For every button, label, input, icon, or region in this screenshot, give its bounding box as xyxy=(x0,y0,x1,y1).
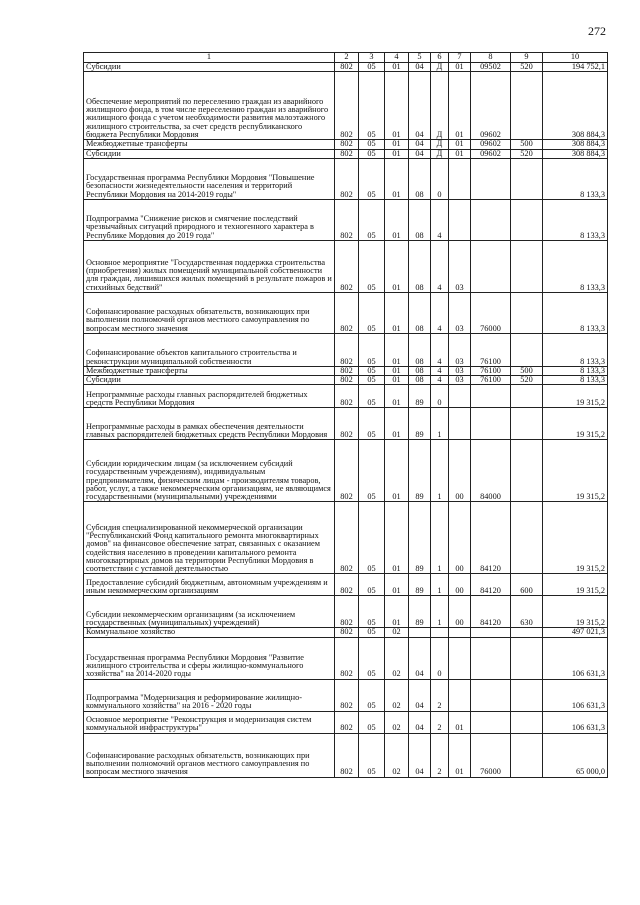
code-section: 05 xyxy=(359,199,385,240)
code-program xyxy=(409,628,431,637)
code-ministry: 802 xyxy=(335,637,359,679)
code-ministry: 802 xyxy=(335,366,359,375)
table-row xyxy=(84,158,608,199)
amount: 8 133,3 xyxy=(543,376,608,385)
table-row xyxy=(84,502,608,574)
code-subprogram: 4 xyxy=(431,292,449,333)
table-row xyxy=(84,292,608,333)
table-row xyxy=(84,72,608,140)
code-direction xyxy=(471,637,511,679)
code-subprogram: 4 xyxy=(431,199,449,240)
row-name: Непрограммные расходы главных распорядителей бюджетных средств Республики Мордовия xyxy=(84,385,335,408)
code-subsection: 02 xyxy=(385,679,409,711)
page-number: 272 xyxy=(588,24,606,38)
row-name: Государственная программа Республики Мордовия "Развитие жилищного строительства и сферы жилищно-коммунального хозяйства" на 2014-2020 годы xyxy=(84,637,335,679)
code-program: 89 xyxy=(409,440,431,502)
code-subsection: 01 xyxy=(385,502,409,574)
code-section: 05 xyxy=(359,628,385,637)
code-subsection: 02 xyxy=(385,711,409,733)
code-subprogram: 4 xyxy=(431,376,449,385)
code-event: 01 xyxy=(449,733,471,777)
amount: 308 884,3 xyxy=(543,149,608,158)
code-expense-type: 520 xyxy=(511,376,543,385)
amount: 65 000,0 xyxy=(543,733,608,777)
code-direction: 09502 xyxy=(471,63,511,72)
code-ministry: 802 xyxy=(335,408,359,440)
code-event xyxy=(449,158,471,199)
column-header: 2 xyxy=(335,53,359,63)
amount: 8 133,3 xyxy=(543,292,608,333)
code-section: 05 xyxy=(359,376,385,385)
code-program: 04 xyxy=(409,711,431,733)
code-subsection: 01 xyxy=(385,385,409,408)
code-expense-type xyxy=(511,440,543,502)
code-subprogram: 1 xyxy=(431,596,449,628)
code-direction: 09602 xyxy=(471,140,511,149)
code-direction xyxy=(471,408,511,440)
code-event: 01 xyxy=(449,63,471,72)
row-name: Софинансирование расходных обязательств, возникающих при выполнении полномочий органов местного самоуправления по вопросам местного значения xyxy=(84,292,335,333)
code-ministry: 802 xyxy=(335,628,359,637)
header-row xyxy=(84,53,608,63)
table-row xyxy=(84,408,608,440)
code-expense-type xyxy=(511,292,543,333)
table-row xyxy=(84,63,608,72)
code-expense-type: 520 xyxy=(511,63,543,72)
amount: 106 631,3 xyxy=(543,679,608,711)
code-ministry: 802 xyxy=(335,596,359,628)
code-expense-type xyxy=(511,199,543,240)
code-program: 04 xyxy=(409,63,431,72)
code-ministry: 802 xyxy=(335,574,359,596)
amount: 19 315,2 xyxy=(543,440,608,502)
table-row xyxy=(84,574,608,596)
code-ministry: 802 xyxy=(335,199,359,240)
code-event: 00 xyxy=(449,502,471,574)
code-subprogram: 4 xyxy=(431,366,449,375)
table-row xyxy=(84,149,608,158)
code-program: 04 xyxy=(409,140,431,149)
code-direction: 76000 xyxy=(471,733,511,777)
code-subsection: 01 xyxy=(385,199,409,240)
code-subsection: 01 xyxy=(385,596,409,628)
row-name: Софинансирование объектов капитального строительства и реконструкции муниципальной собственности xyxy=(84,333,335,366)
code-ministry: 802 xyxy=(335,333,359,366)
code-expense-type xyxy=(511,733,543,777)
code-subprogram: Д xyxy=(431,72,449,140)
code-section: 05 xyxy=(359,63,385,72)
code-expense-type xyxy=(511,711,543,733)
code-ministry: 802 xyxy=(335,292,359,333)
code-ministry: 802 xyxy=(335,140,359,149)
code-event: 00 xyxy=(449,596,471,628)
amount: 8 133,3 xyxy=(543,366,608,375)
amount: 8 133,3 xyxy=(543,333,608,366)
column-header: 8 xyxy=(471,53,511,63)
code-section: 05 xyxy=(359,292,385,333)
column-header: 3 xyxy=(359,53,385,63)
code-direction: 84000 xyxy=(471,440,511,502)
code-program: 89 xyxy=(409,596,431,628)
code-subsection: 01 xyxy=(385,574,409,596)
code-section: 05 xyxy=(359,711,385,733)
code-direction xyxy=(471,679,511,711)
amount: 106 631,3 xyxy=(543,637,608,679)
code-section: 05 xyxy=(359,502,385,574)
code-event: 01 xyxy=(449,140,471,149)
code-event: 03 xyxy=(449,292,471,333)
table-row xyxy=(84,596,608,628)
amount: 308 884,3 xyxy=(543,72,608,140)
table-row xyxy=(84,733,608,777)
code-direction: 84120 xyxy=(471,596,511,628)
code-direction: 09602 xyxy=(471,149,511,158)
code-expense-type: 600 xyxy=(511,574,543,596)
code-event xyxy=(449,628,471,637)
row-name: Субсидии xyxy=(84,149,335,158)
row-name: Субсидии юридическим лицам (за исключением субсидий государственным учреждениям), индивидуальным предпринимателям, физическим лицам - производителям товаров, работ, услуг, а также некоммерческим организациям, не являющимся государственными (муниципальными) учреждениями xyxy=(84,440,335,502)
table-row xyxy=(84,628,608,637)
row-name: Непрограммные расходы в рамках обеспечения деятельности главных распорядителей бюджетных средств Республики Мордовия xyxy=(84,408,335,440)
code-ministry: 802 xyxy=(335,63,359,72)
code-program: 89 xyxy=(409,574,431,596)
code-direction xyxy=(471,158,511,199)
code-section: 05 xyxy=(359,72,385,140)
column-header: 6 xyxy=(431,53,449,63)
amount: 19 315,2 xyxy=(543,596,608,628)
row-name: Обеспечение мероприятий по переселению граждан из аварийного жилищного фонда, в том числе переселению граждан из аварийного жилищного фонда с учетом необходимости развития малоэтажного жилищного строительства, за счет средств республиканского бюджета Республики Мордовия xyxy=(84,72,335,140)
code-program: 89 xyxy=(409,408,431,440)
amount: 194 752,1 xyxy=(543,63,608,72)
code-expense-type: 520 xyxy=(511,149,543,158)
code-direction xyxy=(471,628,511,637)
code-subsection: 02 xyxy=(385,637,409,679)
code-program: 08 xyxy=(409,376,431,385)
code-program: 08 xyxy=(409,292,431,333)
code-ministry: 802 xyxy=(335,376,359,385)
code-subsection: 01 xyxy=(385,440,409,502)
code-section: 05 xyxy=(359,158,385,199)
code-subsection: 01 xyxy=(385,240,409,292)
code-program: 08 xyxy=(409,240,431,292)
table-row xyxy=(84,440,608,502)
code-ministry: 802 xyxy=(335,149,359,158)
code-ministry: 802 xyxy=(335,158,359,199)
row-name: Субсидии xyxy=(84,376,335,385)
code-section: 05 xyxy=(359,637,385,679)
table-row xyxy=(84,240,608,292)
code-subsection: 01 xyxy=(385,149,409,158)
amount: 19 315,2 xyxy=(543,574,608,596)
table-row xyxy=(84,333,608,366)
code-direction xyxy=(471,385,511,408)
code-section: 05 xyxy=(359,385,385,408)
code-subsection: 01 xyxy=(385,292,409,333)
code-subprogram: 1 xyxy=(431,408,449,440)
code-program: 08 xyxy=(409,158,431,199)
code-event: 00 xyxy=(449,440,471,502)
row-name: Предоставление субсидий бюджетным, автономным учреждениям и иным некоммерческим организациям xyxy=(84,574,335,596)
code-program: 04 xyxy=(409,679,431,711)
code-subprogram: 1 xyxy=(431,440,449,502)
code-event: 00 xyxy=(449,574,471,596)
code-program: 04 xyxy=(409,72,431,140)
code-event xyxy=(449,408,471,440)
code-program: 89 xyxy=(409,502,431,574)
code-ministry: 802 xyxy=(335,440,359,502)
row-name: Субсидии некоммерческим организациям (за исключением государственных (муниципальных) учреждений) xyxy=(84,596,335,628)
code-ministry: 802 xyxy=(335,385,359,408)
code-subsection: 01 xyxy=(385,72,409,140)
row-name: Государственная программа Республики Мордовия "Повышение безопасности жизнедеятельности населения и территорий Республики Мордовия на 2014-2019 годы" xyxy=(84,158,335,199)
code-section: 05 xyxy=(359,574,385,596)
code-event: 03 xyxy=(449,376,471,385)
code-subsection: 01 xyxy=(385,140,409,149)
code-direction: 84120 xyxy=(471,502,511,574)
code-section: 05 xyxy=(359,366,385,375)
code-event: 01 xyxy=(449,72,471,140)
code-section: 05 xyxy=(359,149,385,158)
code-expense-type xyxy=(511,502,543,574)
code-ministry: 802 xyxy=(335,733,359,777)
code-expense-type xyxy=(511,72,543,140)
code-expense-type xyxy=(511,628,543,637)
row-name: Субсидии xyxy=(84,63,335,72)
code-expense-type xyxy=(511,408,543,440)
code-section: 05 xyxy=(359,679,385,711)
row-name: Коммунальное хозяйство xyxy=(84,628,335,637)
code-expense-type xyxy=(511,679,543,711)
column-header: 9 xyxy=(511,53,543,63)
code-subprogram: 0 xyxy=(431,385,449,408)
row-name: Подпрограмма "Модернизация и реформирование жилищно-коммунального хозяйства" на 2016 - 2020 годы xyxy=(84,679,335,711)
column-header: 1 xyxy=(84,53,335,63)
column-header: 7 xyxy=(449,53,471,63)
code-direction: 76000 xyxy=(471,292,511,333)
row-name: Основное мероприятие "Государственная поддержка строительства (приобретения) жилых помещений муниципальной собственности для граждан, лишившихся жилых помещений в результате пожаров и стихийных бедствий" xyxy=(84,240,335,292)
code-event: 03 xyxy=(449,240,471,292)
code-ministry: 802 xyxy=(335,72,359,140)
table-row xyxy=(84,711,608,733)
code-subprogram: 2 xyxy=(431,711,449,733)
code-subprogram: 4 xyxy=(431,333,449,366)
amount: 308 884,3 xyxy=(543,140,608,149)
code-subsection: 01 xyxy=(385,376,409,385)
code-direction: 76100 xyxy=(471,333,511,366)
code-subsection: 01 xyxy=(385,158,409,199)
code-subsection: 01 xyxy=(385,63,409,72)
column-header: 4 xyxy=(385,53,409,63)
row-name: Софинансирование расходных обязательств, возникающих при выполнении полномочий органов местного самоуправления по вопросам местного значения xyxy=(84,733,335,777)
row-name: Подпрограмма "Снижение рисков и смягчение последствий чрезвычайных ситуаций природного и техногенного характера в Республике Мордовия до 2019 года" xyxy=(84,199,335,240)
amount: 19 315,2 xyxy=(543,385,608,408)
code-subsection: 01 xyxy=(385,333,409,366)
code-direction: 84120 xyxy=(471,574,511,596)
table-row xyxy=(84,385,608,408)
amount: 106 631,3 xyxy=(543,711,608,733)
code-event: 01 xyxy=(449,711,471,733)
code-direction xyxy=(471,240,511,292)
column-header: 5 xyxy=(409,53,431,63)
column-header: 10 xyxy=(543,53,608,63)
code-section: 05 xyxy=(359,440,385,502)
code-subprogram: Д xyxy=(431,140,449,149)
code-event xyxy=(449,385,471,408)
code-ministry: 802 xyxy=(335,240,359,292)
code-direction xyxy=(471,199,511,240)
row-name: Межбюджетные трансферты xyxy=(84,366,335,375)
amount: 19 315,2 xyxy=(543,408,608,440)
code-expense-type xyxy=(511,637,543,679)
table-row xyxy=(84,199,608,240)
code-subprogram: 2 xyxy=(431,733,449,777)
code-expense-type: 500 xyxy=(511,140,543,149)
code-subsection: 01 xyxy=(385,366,409,375)
code-expense-type: 630 xyxy=(511,596,543,628)
code-event: 03 xyxy=(449,366,471,375)
code-subprogram: 1 xyxy=(431,574,449,596)
code-expense-type xyxy=(511,385,543,408)
code-event: 01 xyxy=(449,149,471,158)
code-subsection: 02 xyxy=(385,628,409,637)
code-subprogram: 0 xyxy=(431,158,449,199)
row-name: Межбюджетные трансферты xyxy=(84,140,335,149)
code-event xyxy=(449,199,471,240)
code-event xyxy=(449,679,471,711)
code-direction: 76100 xyxy=(471,366,511,375)
code-subsection: 02 xyxy=(385,733,409,777)
code-section: 05 xyxy=(359,408,385,440)
row-name: Субсидия специализированной некоммерческой организации "Республиканский Фонд капитального ремонта многоквартирных домов" на финансовое обеспечение затрат, связанных с оказанием содействия населению в проведении капитального ремонта многоквартирных домов на территории Республики Мордовия в соответствии с уставной деятельностью xyxy=(84,502,335,574)
table-row xyxy=(84,140,608,149)
code-ministry: 802 xyxy=(335,502,359,574)
code-subsection: 01 xyxy=(385,408,409,440)
code-program: 08 xyxy=(409,366,431,375)
code-ministry: 802 xyxy=(335,711,359,733)
table-row xyxy=(84,376,608,385)
code-program: 04 xyxy=(409,637,431,679)
amount: 8 133,3 xyxy=(543,158,608,199)
code-event xyxy=(449,637,471,679)
amount: 8 133,3 xyxy=(543,240,608,292)
code-direction: 76100 xyxy=(471,376,511,385)
code-subprogram: Д xyxy=(431,63,449,72)
code-section: 05 xyxy=(359,140,385,149)
code-subprogram: Д xyxy=(431,149,449,158)
code-program: 08 xyxy=(409,333,431,366)
code-event: 03 xyxy=(449,333,471,366)
budget-table xyxy=(83,52,608,778)
code-section: 05 xyxy=(359,240,385,292)
code-subprogram: 4 xyxy=(431,240,449,292)
code-expense-type: 500 xyxy=(511,366,543,375)
row-name: Основное мероприятие "Реконструкция и модернизация систем коммунальной инфраструктуры" xyxy=(84,711,335,733)
table-row xyxy=(84,637,608,679)
code-program: 89 xyxy=(409,385,431,408)
amount: 19 315,2 xyxy=(543,502,608,574)
code-section: 05 xyxy=(359,596,385,628)
code-program: 04 xyxy=(409,733,431,777)
code-expense-type xyxy=(511,158,543,199)
table-row xyxy=(84,366,608,375)
code-section: 05 xyxy=(359,333,385,366)
code-expense-type xyxy=(511,240,543,292)
code-direction xyxy=(471,711,511,733)
amount: 497 021,3 xyxy=(543,628,608,637)
code-section: 05 xyxy=(359,733,385,777)
code-ministry: 802 xyxy=(335,679,359,711)
code-program: 04 xyxy=(409,149,431,158)
code-expense-type xyxy=(511,333,543,366)
code-subprogram: 0 xyxy=(431,637,449,679)
amount: 8 133,3 xyxy=(543,199,608,240)
code-program: 08 xyxy=(409,199,431,240)
code-subprogram xyxy=(431,628,449,637)
code-subprogram: 2 xyxy=(431,679,449,711)
table-row xyxy=(84,679,608,711)
code-subprogram: 1 xyxy=(431,502,449,574)
code-direction: 09602 xyxy=(471,72,511,140)
